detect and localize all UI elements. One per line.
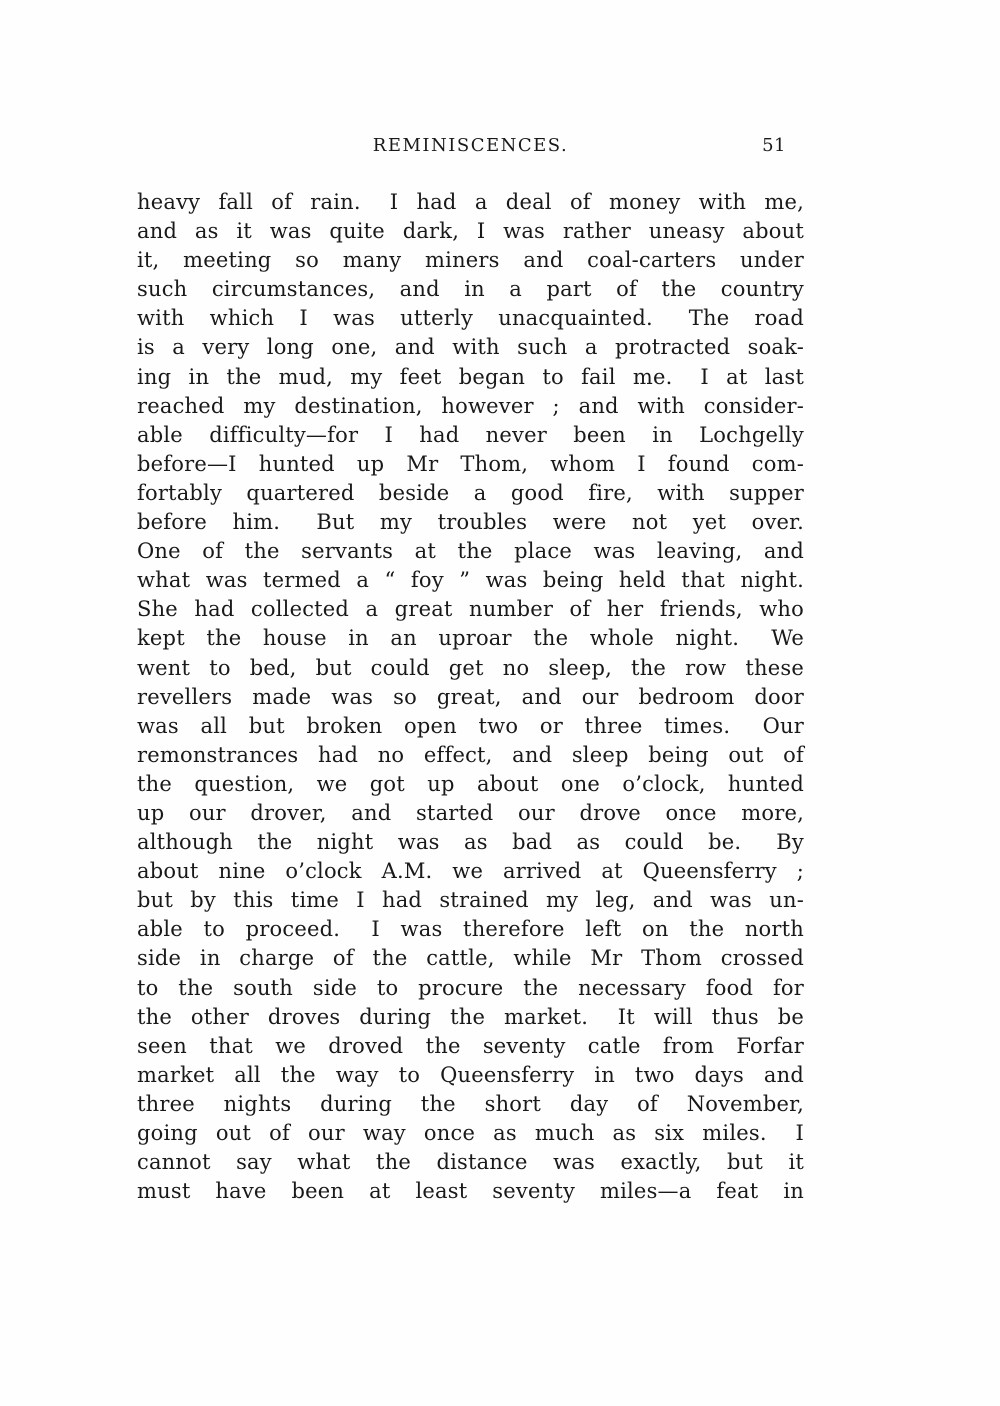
text-line: about nine o’clock A.M. we arrived at Queensferry ; [137, 859, 804, 884]
text-line: kept the house in an uproar the whole night. We [137, 626, 804, 651]
text-line: was all but broken open two or three times. Our [137, 713, 804, 738]
text-line: is a very long one, and with such a protracted soak- [137, 335, 804, 360]
text-line: but by this time I had strained my leg, and was un- [137, 888, 804, 913]
text-line: reached my destination, however ; and with consider- [137, 393, 804, 418]
page-header [137, 133, 804, 159]
text-line: the other droves during the market. It will thus be [137, 1004, 804, 1029]
text-line: and as it was quite dark, I was rather uneasy about [137, 219, 804, 244]
text-line: the question, we got up about one o’clock, hunted [137, 771, 804, 796]
text-line: such circumstances, and in a part of the country [137, 277, 804, 302]
text-line: before—I hunted up Mr Thom, whom I found com- [137, 451, 804, 476]
text-line: She had collected a great number of her friends, who [137, 597, 804, 622]
text-line: went to bed, but could get no sleep, the row these [137, 655, 804, 680]
text-line: able to proceed. I was therefore left on the north [137, 917, 804, 942]
text-line: going out of our way once as much as six miles. I [137, 1121, 804, 1145]
text-line: must have been at least seventy miles—a feat in [137, 1179, 804, 1204]
page-number: 51 [762, 135, 786, 156]
text-line: what was termed a “ foy ” was being held that night. [137, 568, 804, 593]
text-line: heavy fall of rain. I had a deal of money with me, [137, 190, 804, 214]
text-line: up our drover, and started our drove once more, [137, 800, 804, 825]
text-line: it, meeting so many miners and coal-carters under [137, 248, 804, 273]
text-line: to the south side to procure the necessary food for [137, 975, 804, 1000]
body-text [137, 188, 804, 1206]
text-line: One of the servants at the place was leaving, and [137, 539, 804, 564]
text-line: ing in the mud, my feet began to fail me. I at last [137, 364, 804, 389]
text-line: with which I was utterly unacquainted. The road [137, 306, 804, 331]
text-line: although the night was as bad as could be. By [137, 830, 804, 855]
text-line: side in charge of the cattle, while Mr Thom crossed [137, 946, 804, 971]
text-line: able difficulty—for I had never been in Lochgelly [137, 422, 804, 447]
text-line: three nights during the short day of November, [137, 1091, 804, 1116]
text-line: before him. But my troubles were not yet over. [137, 510, 804, 535]
text-line: fortably quartered beside a good fire, with supper [137, 480, 804, 505]
text-line: seen that we droved the seventy catle from Forfar [137, 1033, 804, 1058]
text-line: remonstrances had no effect, and sleep being out of [137, 742, 804, 767]
text-line: cannot say what the distance was exactly, but it [137, 1150, 804, 1175]
running-title: REMINISCENCES. [372, 135, 569, 156]
text-line: market all the way to Queensferry in two days and [137, 1062, 804, 1087]
text-line: revellers made was so great, and our bedroom door [137, 684, 804, 709]
